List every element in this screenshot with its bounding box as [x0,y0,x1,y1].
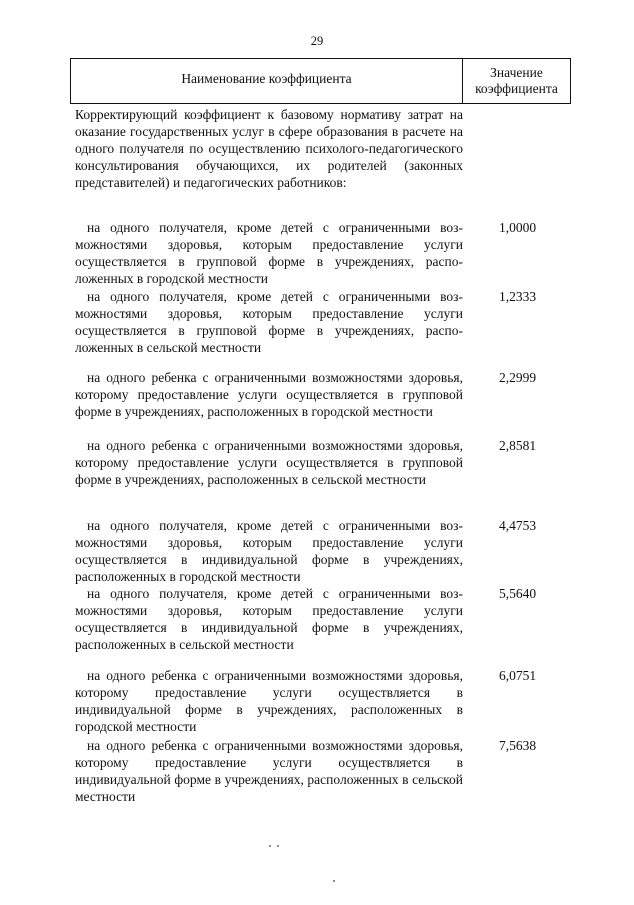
coefficient-description: на одного получателя, кроме детей с ограниченными возможностями здоровья, которым предоставление услуги осуществляется в индивидуальной форме в учреждениях, расположенных в сельской местности [75,586,463,653]
column-header-value-line2: коэффициента [475,81,558,96]
coefficient-value: 2,2999 [499,370,537,385]
table-row [75,737,576,805]
table-row [75,585,576,653]
column-header-value [463,59,570,103]
coefficient-value: 7,5638 [499,738,537,753]
scan-artifact [269,845,271,847]
coefficient-description: на одного ребенка с ограниченными возможностями здоровья, которому предоставление услуги осуществляется в индивидуальной форме в учреждениях, расположенных в сельской местности [75,738,463,805]
coefficient-value: 6,0751 [499,668,537,683]
column-header-name: Наименование коэффициента [71,59,463,103]
table-row [75,369,576,420]
coefficient-value: 1,2333 [499,289,537,304]
coefficient-description: на одного получателя, кроме детей с ограниченными возможностями здоровья, которым предоставление услуги осуществляется в индивидуальной форме в учреждениях, расположенных в городской местности [75,518,463,585]
scan-artifact [277,845,279,847]
table-row [75,219,576,287]
page-number: 29 [310,34,324,48]
table-row [75,288,576,356]
coefficient-description: на одного ребенка с ограниченными возможностями здоровья, которому предоставление услуги осуществляется в групповой форме в учреждениях, расположенных в городской местности [75,370,463,420]
coefficient-description: на одного получателя, кроме детей с ограниченными возможностями здоровья, которым предоставление услуги осуществляется в групповой форме в учреждениях, расположенных в сельской местности [75,289,463,356]
coefficient-description: на одного ребенка с ограниченными возможностями здоровья, которому предоставление услуги осуществляется в индивидуальной форме в учреждениях, расположенных в городской местности [75,668,463,735]
coefficient-value: 2,8581 [499,438,537,453]
coefficient-value: 5,5640 [499,586,537,601]
column-header-value-line1: Значение [490,65,543,80]
coefficient-description: на одного ребенка с ограниченными возможностями здоровья, которому предоставление услуги осуществляется в групповой форме в учреждениях, расположенных в сельской местности [75,438,463,488]
table-row [75,667,576,735]
coefficient-value: 1,0000 [499,220,537,235]
intro-paragraph: Корректирующий коэффициент к базовому нормативу затрат на оказание государственных услуг в сфере образования в расчете на одного получателя по осуществлению психолого-педагогического консультирования обучающихся, их родителей (законных представителей) и педагогических работников: [75,107,463,191]
table-row [75,517,576,585]
table-row [75,437,576,488]
coefficient-description: на одного получателя, кроме детей с ограниченными возможностями здоровья, которым предоставление услуги осуществляется в групповой форме в учреждениях, расположенных в городской местности [75,220,463,287]
table-header [70,58,571,104]
scan-artifact [333,880,335,882]
coefficient-value: 4,4753 [499,518,537,533]
